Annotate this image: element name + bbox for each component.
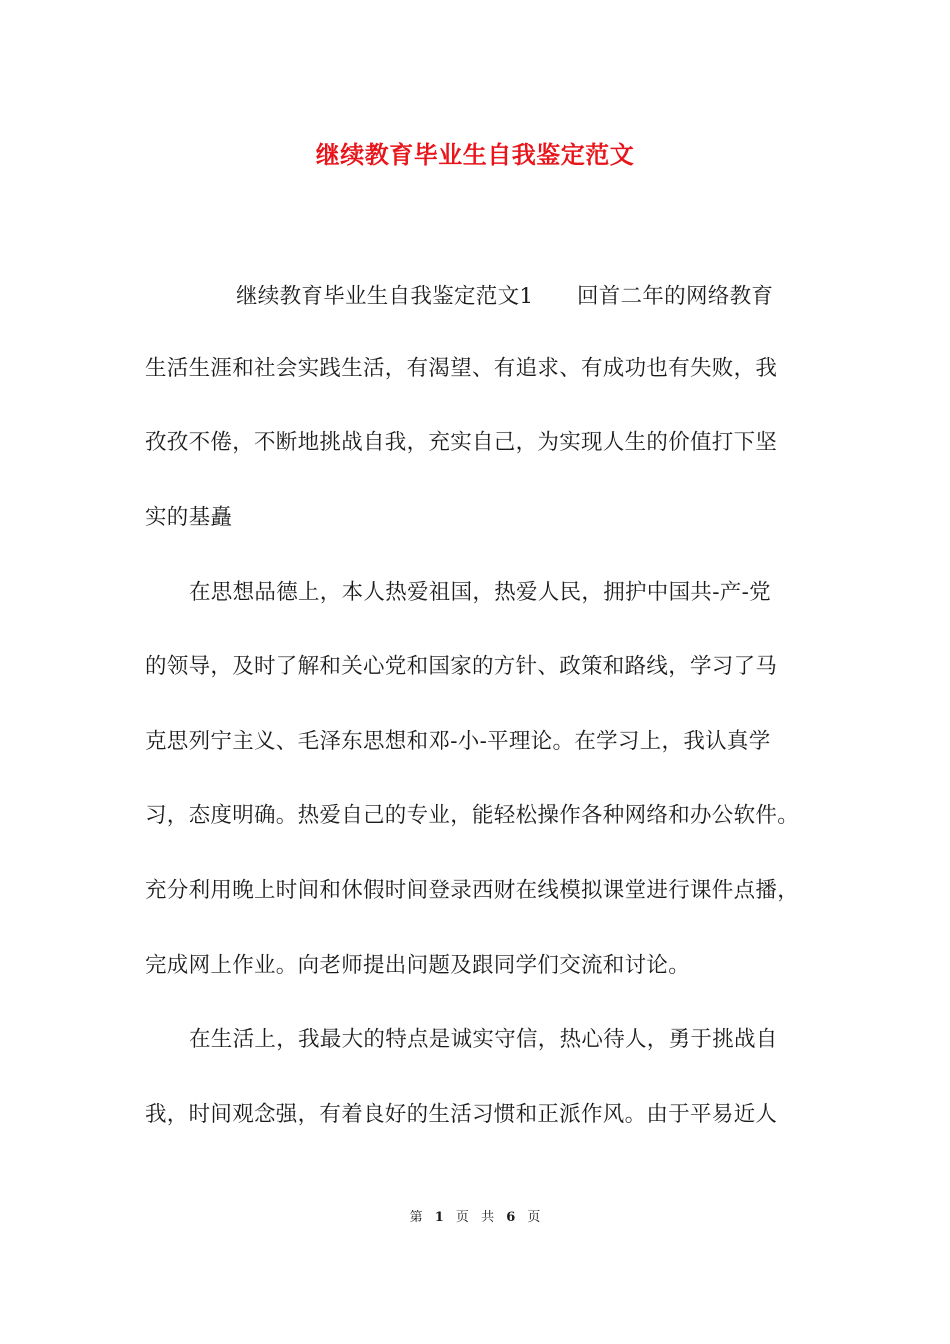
footer-prefix: 第	[409, 1210, 423, 1225]
footer-page-number: 1	[434, 1210, 444, 1225]
paragraph-line: 充分利用晚上时间和休假时间登录西财在线模拟课堂进行课件点播，	[145, 878, 800, 903]
paragraph-line: 在生活上，我最大的特点是诚实守信，热心待人，勇于挑战自	[189, 1027, 778, 1052]
paragraph-line: 克思列宁主义、毛泽东思想和邓-小-平理论。在学习上，我认真学	[145, 729, 771, 754]
paragraph-line: 在思想品德上，本人热爱祖国，热爱人民，拥护中国共-产-党	[189, 580, 771, 605]
footer-middle2: 共	[481, 1210, 495, 1225]
paragraph-line: 生活生涯和社会实践生活，有渴望、有追求、有成功也有失败，我	[145, 356, 778, 381]
paragraph-line: 继续教育毕业生自我鉴定范文1 回首二年的网络教育	[236, 284, 774, 309]
footer-suffix: 页	[527, 1210, 541, 1225]
paragraph-line: 我，时间观念强，有着良好的生活习惯和正派作风。由于平易近人	[145, 1102, 778, 1127]
paragraph-line: 孜孜不倦，不断地挑战自我，充实自己，为实现人生的价值打下坚	[145, 430, 778, 455]
footer-middle1: 页	[455, 1210, 469, 1225]
footer-total-pages: 6	[506, 1210, 516, 1225]
page-footer	[0, 1208, 950, 1228]
document-title: 继续教育毕业生自我鉴定范文	[315, 140, 635, 169]
paragraph-line: 完成网上作业。向老师提出问题及跟同学们交流和讨论。	[145, 953, 691, 978]
paragraph-line: 的领导，及时了解和关心党和国家的方针、政策和路线，学习了马	[145, 654, 778, 679]
paragraph-line: 实的基矗	[145, 505, 233, 530]
paragraph-line: 习，态度明确。热爱自己的专业，能轻松操作各种网络和办公软件。	[145, 803, 800, 828]
